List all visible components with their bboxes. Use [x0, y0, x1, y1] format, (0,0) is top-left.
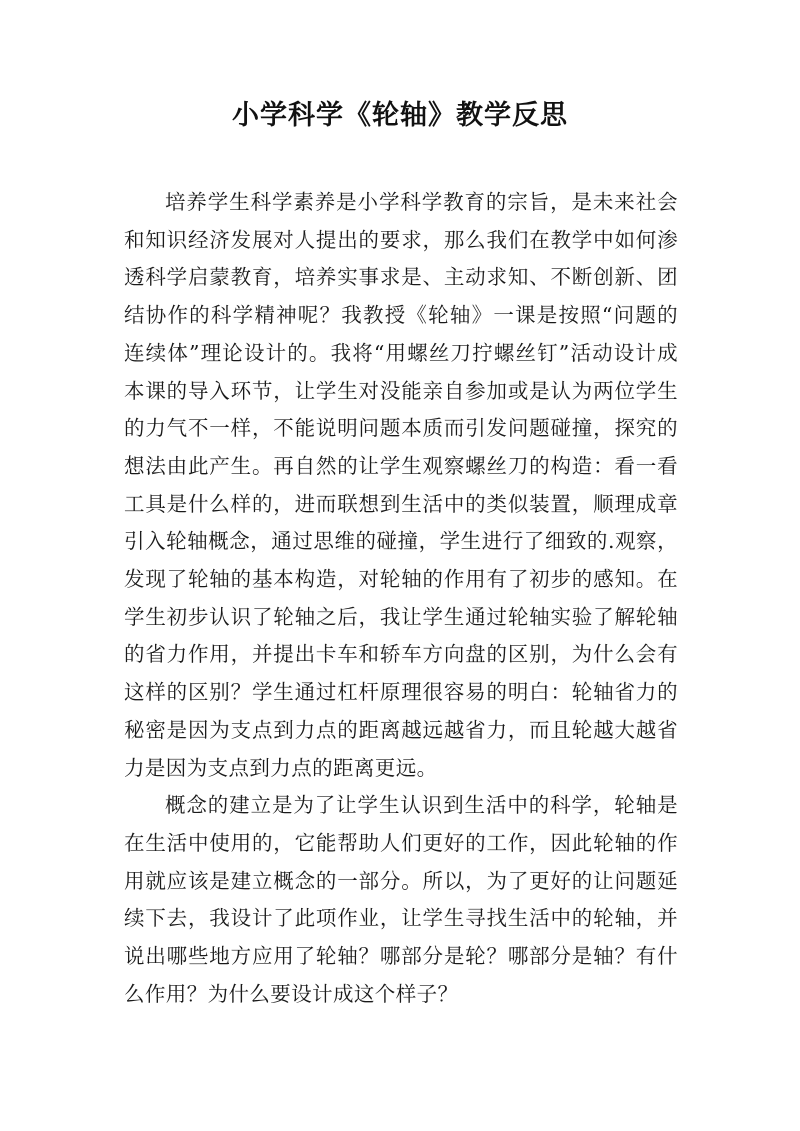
document-body	[124, 184, 678, 1013]
paragraph-2: 概念的建立是为了让学生认识到生活中的科学，轮轴是在生活中使用的，它能帮助人们更好的工作，因此轮轴的作用就应该是建立概念的一部分。所以，为了更好的让问题延续下去，我设计了此项作业，让学生寻找生活中的轮轴，并说出哪些地方应用了轮轴？哪部分是轮？哪部分是轴？有什么作用？为什么要设计成这个样子？	[124, 793, 678, 1006]
paragraph-1: 培养学生科学素养是小学科学教育的宗旨，是未来社会和知识经济发展对人提出的要求，那么我们在教学中如何渗透科学启蒙教育，培养实事求是、主动求知、不断创新、团结协作的科学精神呢？我教授《轮轴》一课是按照“问题的连续体”理论设计的。我将“用螺丝刀拧螺丝钉”活动设计成本课的导入环节，让学生对没能亲自参加或是认为两位学生的力气不一样，不能说明问题本质而引发问题碰撞，探究的想法由此产生。再自然的让学生观察螺丝刀的构造：看一看工具是什么样的，进而联想到生活中的类似装置，顺理成章引入轮轴概念，通过思维的碰撞，学生进行了细致的.观察，发现了轮轴的基本构造，对轮轴的作用有了初步的感知。在学生初步认识了轮轴之后，我让学生通过轮轴实验了解轮轴的省力作用，并提出卡车和轿车方向盘的区别，为什么会有这样的区别？学生通过杠杆原理很容易的明白：轮轴省力的秘密是因为支点到力点的距离越远越省力，而且轮越大越省力是因为支点到力点的距离更远。	[124, 190, 678, 780]
document-title: 小学科学《轮轴》教学反思	[232, 100, 568, 131]
